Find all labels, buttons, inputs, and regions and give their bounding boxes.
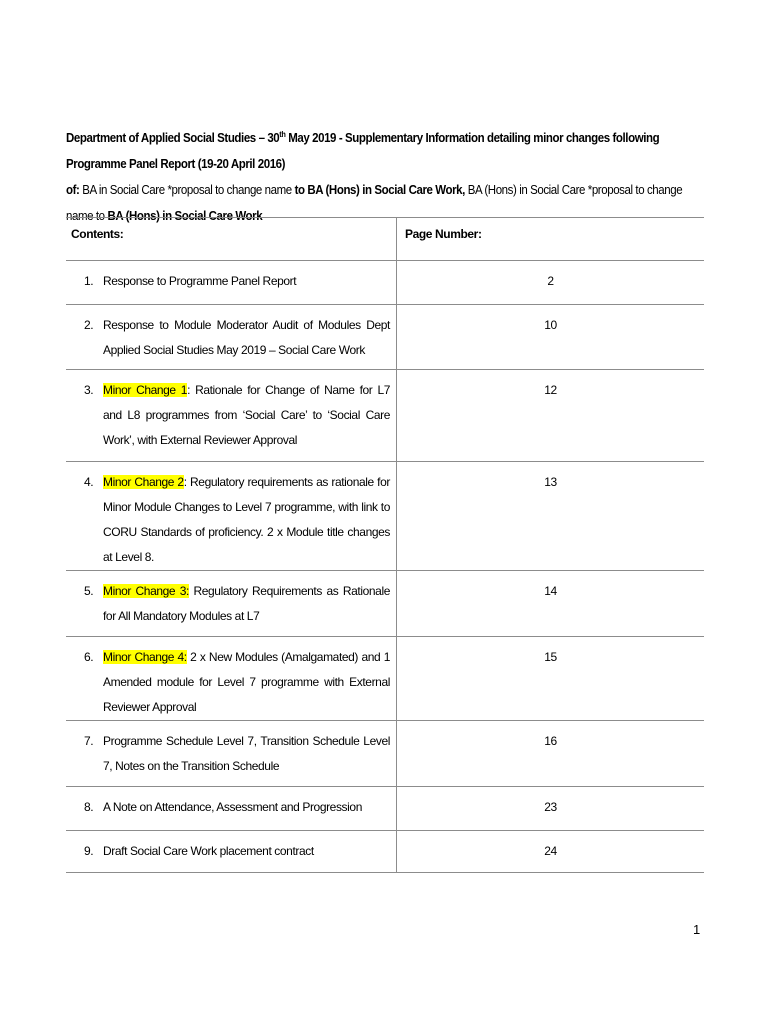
table-row — [66, 462, 704, 571]
document-heading — [66, 125, 705, 229]
table-header-row — [66, 218, 704, 261]
contents-cell — [66, 261, 397, 305]
entry-text: A Note on Attendance, Assessment and Progression — [103, 800, 362, 814]
entry-text: Minor Change 3: Regulatory Requirements as Rationale for All Mandatory Modules at L7 — [103, 584, 390, 623]
entry-text: Response to Module Moderator Audit of Modules Dept Applied Social Studies May 2019 – Social Care Work — [103, 318, 390, 357]
entry-number: 1. — [84, 274, 94, 288]
highlighted-label: Minor Change 4: — [103, 650, 187, 664]
contents-cell — [66, 787, 397, 831]
page-cell: 24 — [397, 831, 705, 873]
contents-cell — [66, 831, 397, 873]
page-cell: 23 — [397, 787, 705, 831]
page-cell: 10 — [397, 305, 705, 370]
highlighted-label: Minor Change 1 — [103, 383, 188, 397]
page-cell: 12 — [397, 370, 705, 462]
programme-1-text: BA in Social Care *proposal to change name — [79, 183, 295, 197]
contents-cell — [66, 462, 397, 571]
programme-2-new-name: BA (Hons) in Social Care Work — [107, 209, 263, 223]
table-row — [66, 261, 704, 305]
table-row — [66, 721, 704, 787]
programme-2-text: BA (Hons) in Social Care *proposal to change name to — [66, 183, 683, 223]
entry-text: Minor Change 4: 2 x New Modules (Amalgamated) and 1 Amended module for Level 7 programme with External Reviewer Approval — [103, 650, 390, 714]
entry-number: 7. — [84, 734, 94, 748]
contents-cell — [66, 637, 397, 721]
table-row — [66, 571, 704, 637]
entry-number: 4. — [84, 475, 94, 489]
contents-cell — [66, 721, 397, 787]
entry-text: Response to Programme Panel Report — [103, 274, 297, 288]
table-row — [66, 637, 704, 721]
programme-1-new-name: to BA (Hons) in Social Care Work, — [294, 183, 465, 197]
heading-of-label: of: — [66, 183, 80, 197]
page-cell: 14 — [397, 571, 705, 637]
entry-text: Minor Change 1: Rationale for Change of Name for L7 and L8 programmes from ‘Social Care’ to ‘Social Care Work’, with External Reviewer Approval — [103, 383, 390, 447]
contents-header: Contents: — [66, 218, 397, 261]
entry-number: 3. — [84, 383, 94, 397]
heading-title: Department of Applied Social Studies – 30th May 2019 - Supplementary Information detailing minor changes following Programme Panel Report (19-20 April 2016) — [66, 129, 660, 171]
table-row — [66, 831, 704, 873]
entry-number: 9. — [84, 844, 94, 858]
contents-cell — [66, 571, 397, 637]
entry-text: Minor Change 2: Regulatory requirements as rationale for Minor Module Changes to Level 7 programme, with link to CORU Standards of proficiency. 2 x Module title changes at Level 8. — [103, 475, 390, 564]
entry-text: Programme Schedule Level 7, Transition Schedule Level 7, Notes on the Transition Schedule — [103, 734, 390, 773]
page-cell: 16 — [397, 721, 705, 787]
entry-number: 5. — [84, 584, 94, 598]
page-number: 1 — [693, 922, 701, 937]
table-row — [66, 787, 704, 831]
page-cell: 15 — [397, 637, 705, 721]
table-row — [66, 305, 704, 370]
page-cell: 2 — [397, 261, 705, 305]
page-cell: 13 — [397, 462, 705, 571]
highlighted-label: Minor Change 3: — [103, 584, 189, 598]
entry-number: 8. — [84, 800, 94, 814]
entry-number: 2. — [84, 318, 94, 332]
page-number-header: Page Number: — [397, 218, 705, 261]
contents-cell — [66, 305, 397, 370]
table-row — [66, 370, 704, 462]
contents-cell — [66, 370, 397, 462]
entry-text: Draft Social Care Work placement contract — [103, 844, 314, 858]
contents-table — [66, 217, 704, 873]
highlighted-label: Minor Change 2 — [103, 475, 184, 489]
entry-number: 6. — [84, 650, 94, 664]
